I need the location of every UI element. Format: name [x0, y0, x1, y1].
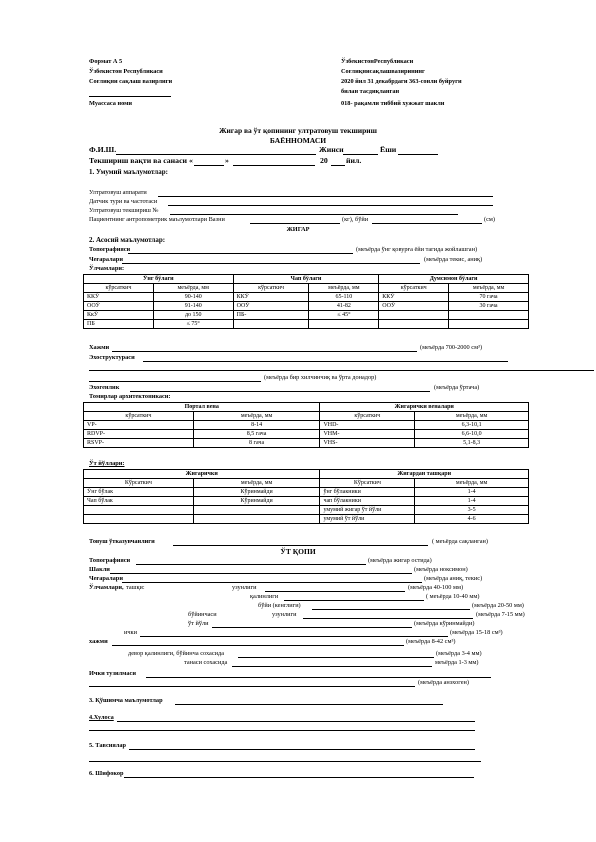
table-cell: 1-4 [415, 497, 529, 506]
gb-body-note: меъёрда 1-3 мм) [435, 659, 479, 666]
order-line-3: 2020 йил 31 декабрдаги 363-сонли буйруги [341, 78, 462, 85]
table-row [84, 293, 529, 302]
year-field[interactable] [331, 165, 345, 166]
table-cell: RDVP- [84, 430, 194, 439]
col-indicator: Кўрсаткич [84, 479, 194, 488]
gb-shape-label: Шакли [89, 566, 110, 573]
table-cell [449, 311, 529, 320]
table-cell: VP- [84, 421, 194, 430]
main-heading: 2. Асосий маълумотлар: [89, 236, 166, 244]
advice-field-2[interactable] [89, 761, 481, 762]
volume-note: (меъёрда 700-2000 см³) [420, 344, 483, 351]
table-cell: VHS- [320, 439, 415, 448]
gb-width-label: қалинлиги [250, 593, 279, 600]
age-field[interactable] [398, 154, 438, 155]
gb-neck-note: (меъёрда 20-50 мм) [472, 602, 524, 609]
table-cell [309, 320, 379, 329]
col-norm: меъёрда, мм [415, 412, 529, 421]
table-row [84, 430, 529, 439]
table-cell: 5,1-8,3 [415, 439, 529, 448]
hepatic-veins-header: Жигарички веналари [320, 403, 529, 412]
table-row [84, 506, 529, 515]
conclusion-field[interactable] [117, 721, 475, 722]
gb-volume-note: (меъёрда 8-42 см³) [406, 638, 456, 645]
table-cell [233, 320, 309, 329]
ducts-table [83, 469, 529, 524]
col-norm: меъёрда, мм [193, 479, 320, 488]
sizes-label: Ўлчамлари: [89, 265, 125, 272]
gb-neck2-field[interactable] [303, 618, 473, 619]
table-cell: 6,3-10,1 [415, 421, 529, 430]
date-label: Текшириш вақти ва санаси « [89, 156, 193, 165]
sensor-label: Датчик тури ва частотаси [89, 198, 158, 205]
table-cell: ПБ [84, 320, 154, 329]
vessels-sub-row [84, 412, 529, 421]
table-row [84, 488, 529, 497]
table-cell: Кўринмайди [193, 488, 320, 497]
gb-internal-label: Ички тузилмаси [89, 670, 136, 677]
gb-inner-field[interactable] [140, 636, 448, 637]
doctor-field[interactable] [124, 777, 474, 778]
table-cell: 41-82 [309, 302, 379, 311]
table-cell: VHM- [320, 430, 415, 439]
table-cell: ўнг бўлакники [320, 488, 415, 497]
table-cell [84, 515, 194, 524]
institution-line [89, 96, 171, 97]
liver-heading: ЖИГАР [286, 226, 310, 233]
echo-label: Эхоструктураси [89, 354, 135, 361]
intrahepatic-header: Жигарички [84, 470, 320, 479]
gb-body-field[interactable] [232, 666, 432, 667]
edges-field[interactable] [122, 263, 420, 264]
col-norm: меъёрда, мм [449, 284, 529, 293]
title-line-2: БАЁННОМАСИ [269, 136, 327, 145]
study-no-field[interactable] [170, 214, 458, 215]
sensor-field[interactable] [168, 205, 493, 206]
gb-length-note: (меъёрда 40-100 мм) [408, 584, 464, 591]
table-cell: ККЎ [233, 293, 309, 302]
gb-width-note: ( меъёрда 10-40 мм) [426, 593, 480, 600]
table-cell: 8,5 гача [193, 430, 320, 439]
right-lobe-header: Ўнг бўлаги [84, 275, 234, 284]
table-cell [193, 515, 320, 524]
table-cell: 8-14 [193, 421, 320, 430]
extra-field[interactable] [175, 704, 443, 705]
height-field[interactable] [372, 223, 482, 224]
gb-edges-label: Чеғаралари [89, 575, 123, 582]
gb-edges-field[interactable] [122, 582, 422, 583]
table-cell: ≤ 45° [309, 311, 379, 320]
gb-sizes-label: Ўлчамлари, [89, 584, 124, 591]
topo-label: Топографияси [89, 246, 131, 253]
gb-volume-label: хажми [89, 638, 108, 645]
volume-field[interactable] [112, 351, 417, 352]
gb-neck2-note: (меъёрда 7-15 мм) [476, 611, 525, 618]
table-cell: 6,6-10,0 [415, 430, 529, 439]
left-lobe-header: Чап бўлаги [233, 275, 379, 284]
vessels-group-row [84, 403, 529, 412]
col-norm: меъёрда, мм [415, 479, 529, 488]
table-cell: 70 гача [449, 293, 529, 302]
ducts-group-row [84, 470, 529, 479]
extra-label: 3. Қўшимча маълумотлар [89, 697, 163, 704]
gender-label: Жинси [319, 145, 344, 154]
gb-internal-note: (меъёрда анэхоген) [418, 679, 470, 686]
gender-field[interactable] [343, 154, 378, 155]
country-label: Ўзбекистон Республикаси [89, 68, 163, 75]
conductivity-label: Товуш ўтказувчанлиги [89, 538, 155, 545]
table-cell: 4-6 [415, 515, 529, 524]
lobes-table [83, 274, 529, 329]
kg-label: (кг), бўйи [342, 216, 369, 223]
table-cell: до 150 [153, 311, 233, 320]
month-field[interactable] [233, 165, 315, 166]
conclusion-label: 4.Хулоса [89, 714, 114, 721]
echo-field-2[interactable] [89, 370, 594, 371]
gb-duct-field[interactable] [212, 627, 412, 628]
col-indicator: кўрсаткич [320, 412, 415, 421]
gb-length-field[interactable] [265, 591, 405, 592]
echogen-field[interactable] [130, 391, 430, 392]
gb-inner-label: ички [124, 629, 137, 636]
table-row [84, 311, 529, 320]
col-indicator: кўрсаткич [84, 284, 154, 293]
table-cell: 3-5 [415, 506, 529, 515]
gb-heading: ЎТ ҚОПИ [280, 547, 316, 556]
echo-note: (меъёрда бир хилчинчиқ ва ўрта донадор) [264, 374, 377, 381]
gb-width-field[interactable] [284, 600, 424, 601]
lobes-sub-row [84, 284, 529, 293]
caudate-lobe-header: Думсимон бўлаги [379, 275, 529, 284]
ducts-sub-row [84, 479, 529, 488]
device-field[interactable] [158, 196, 493, 197]
table-cell [449, 320, 529, 329]
table-cell: ≤ 75° [153, 320, 233, 329]
volume-label: Хажми [89, 344, 110, 351]
col-indicator: кўрсаткич [233, 284, 309, 293]
table-cell: 65-110 [309, 293, 379, 302]
table-row [84, 421, 529, 430]
col-norm: меъёрда, мм [193, 412, 320, 421]
col-indicator: Кўрсаткич [320, 479, 415, 488]
format-label: Формат А 5 [89, 58, 123, 65]
lobes-group-row [84, 275, 529, 284]
weight-field[interactable] [250, 223, 340, 224]
table-row [84, 515, 529, 524]
gb-wall-field[interactable] [238, 657, 434, 658]
conductivity-field[interactable] [173, 545, 428, 546]
table-cell: Ўнг бўлак [84, 488, 194, 497]
gb-wall-label: девор қалинлиги, бўйинча сохасида [128, 650, 225, 657]
order-line-1: ЎзбекистонРеспубликаси [341, 58, 414, 65]
sm-label: (см) [484, 216, 495, 223]
table-cell: 1-4 [415, 488, 529, 497]
table-row [84, 302, 529, 311]
gb-neck2-sub: узунлиги [272, 611, 297, 618]
table-cell: RSVP- [84, 439, 194, 448]
table-cell: VHD- [320, 421, 415, 430]
doctor-label: 6. Шифокор [89, 770, 124, 777]
gb-shape-field[interactable] [110, 573, 412, 574]
table-row [84, 497, 529, 506]
topo-field[interactable] [128, 253, 353, 254]
gb-neck-label: бўйи (кенглиги) [258, 602, 301, 609]
table-cell [379, 311, 449, 320]
table-cell: 91-140 [153, 302, 233, 311]
gb-internal-field[interactable] [146, 677, 491, 678]
gb-topo-label: Топографияси [89, 557, 131, 564]
anthro-label: Пациентнинг антропометрик маълумотлари Вазни [89, 216, 225, 223]
table-cell: Чап бўлак [84, 497, 194, 506]
year-number: 20 [320, 156, 328, 165]
extrahepatic-header: Жигардан ташқари [320, 470, 529, 479]
vessels-heading: Томирлар архитектоникаси: [89, 393, 171, 400]
date-quote: » [225, 156, 229, 165]
ministry-label: Соғлиқни сақлаш вазирлиги [89, 78, 173, 85]
table-cell: Кўринмайди [193, 497, 320, 506]
order-line-2: Соғлиқнисақлашвазирининг [341, 68, 425, 75]
gb-neck2-label: бўйинчаси [188, 611, 217, 618]
table-cell: КкЎ [84, 311, 154, 320]
table-cell: ККЎ [379, 293, 449, 302]
gb-body-label: танаси сохасида [184, 659, 228, 666]
general-heading: 1. Умумий маълумотлар: [89, 168, 168, 176]
gb-wall-note: (меъёрда 3-4 мм) [436, 650, 482, 657]
gb-neck-field[interactable] [312, 609, 470, 610]
day-field[interactable] [194, 165, 224, 166]
table-cell [379, 320, 449, 329]
vessels-table [83, 402, 529, 448]
gb-duct-label: ўт йўли [188, 620, 209, 627]
name-field[interactable] [116, 154, 316, 155]
gb-length-label: узунлиги [232, 584, 257, 591]
ducts-heading: Ўт йўллари: [89, 460, 125, 467]
table-cell: ККЎ [84, 293, 154, 302]
echo-field-3[interactable] [89, 381, 261, 382]
conclusion-field-2[interactable] [89, 730, 475, 731]
echo-field[interactable] [143, 361, 508, 362]
table-cell: умумий жигар ўт йўли [320, 506, 415, 515]
portal-vein-header: Портал вена [84, 403, 320, 412]
table-cell: 8 гача [193, 439, 320, 448]
conductivity-note: ( меъёрда сақланган) [432, 538, 489, 545]
gb-shape-note: (меъёрда ноксимон) [414, 566, 468, 573]
col-norm: меъёрда, мм [153, 284, 233, 293]
age-label: Ёши [380, 145, 397, 154]
table-cell [193, 506, 320, 515]
advice-label: 5. Тавсиялар [89, 742, 126, 749]
gb-edges-note: (меъёрда аниқ, текис) [424, 575, 483, 582]
gb-inner-note: (меъёрда 15-18 см³) [450, 629, 503, 636]
gb-internal-field-2[interactable] [89, 686, 415, 687]
name-label: Ф.И.Ш. [89, 145, 117, 154]
echogen-label: Эхогенлик [89, 384, 120, 391]
table-cell: умумий ўт йўли [320, 515, 415, 524]
device-label: Ултратовуш аппарати [89, 189, 147, 196]
table-row [84, 320, 529, 329]
table-cell: ООЎ [233, 302, 309, 311]
order-line-4: билан тасдиқланган [341, 88, 400, 95]
table-cell: ООЎ [84, 302, 154, 311]
col-indicator: кўрсаткич [379, 284, 449, 293]
study-no-label: Ултратовуш текшириш № [89, 207, 159, 214]
edges-label: Чеғаралари [89, 256, 123, 263]
gb-duct-note: (меъёрда кўринмайди) [414, 620, 475, 627]
edges-note: (меъёрда текис, аниқ) [424, 256, 483, 263]
table-row [84, 439, 529, 448]
col-norm: меъёрда, мм [309, 284, 379, 293]
advice-field[interactable] [129, 749, 475, 750]
echogen-note: (меъёрда ўртача) [434, 384, 480, 391]
table-cell [84, 506, 194, 515]
table-cell: ООЎ [379, 302, 449, 311]
year-label: йил. [346, 156, 362, 165]
gb-topo-field[interactable] [136, 564, 366, 565]
form-number: 018- рақамли тиббий хужжат шакли [341, 100, 445, 107]
table-cell: 90-140 [153, 293, 233, 302]
table-cell: 30 гача [449, 302, 529, 311]
table-cell: чап бўлакники [320, 497, 415, 506]
gb-volume-field[interactable] [112, 645, 404, 646]
table-cell: ПБ- [233, 311, 309, 320]
title-line-1: Жигар ва ўт қопининг ултратовуш текшириш [219, 126, 377, 135]
institution-label: Муассаса номи [89, 100, 133, 107]
col-indicator: кўрсаткич [84, 412, 194, 421]
gb-sizes-sub: ташқи: [126, 584, 145, 591]
gb-topo-note: (меъёрда жигар остида) [368, 557, 432, 564]
topo-note: (меъёрда ўнг қовурға ёйи тагида жойлашган) [356, 246, 478, 253]
